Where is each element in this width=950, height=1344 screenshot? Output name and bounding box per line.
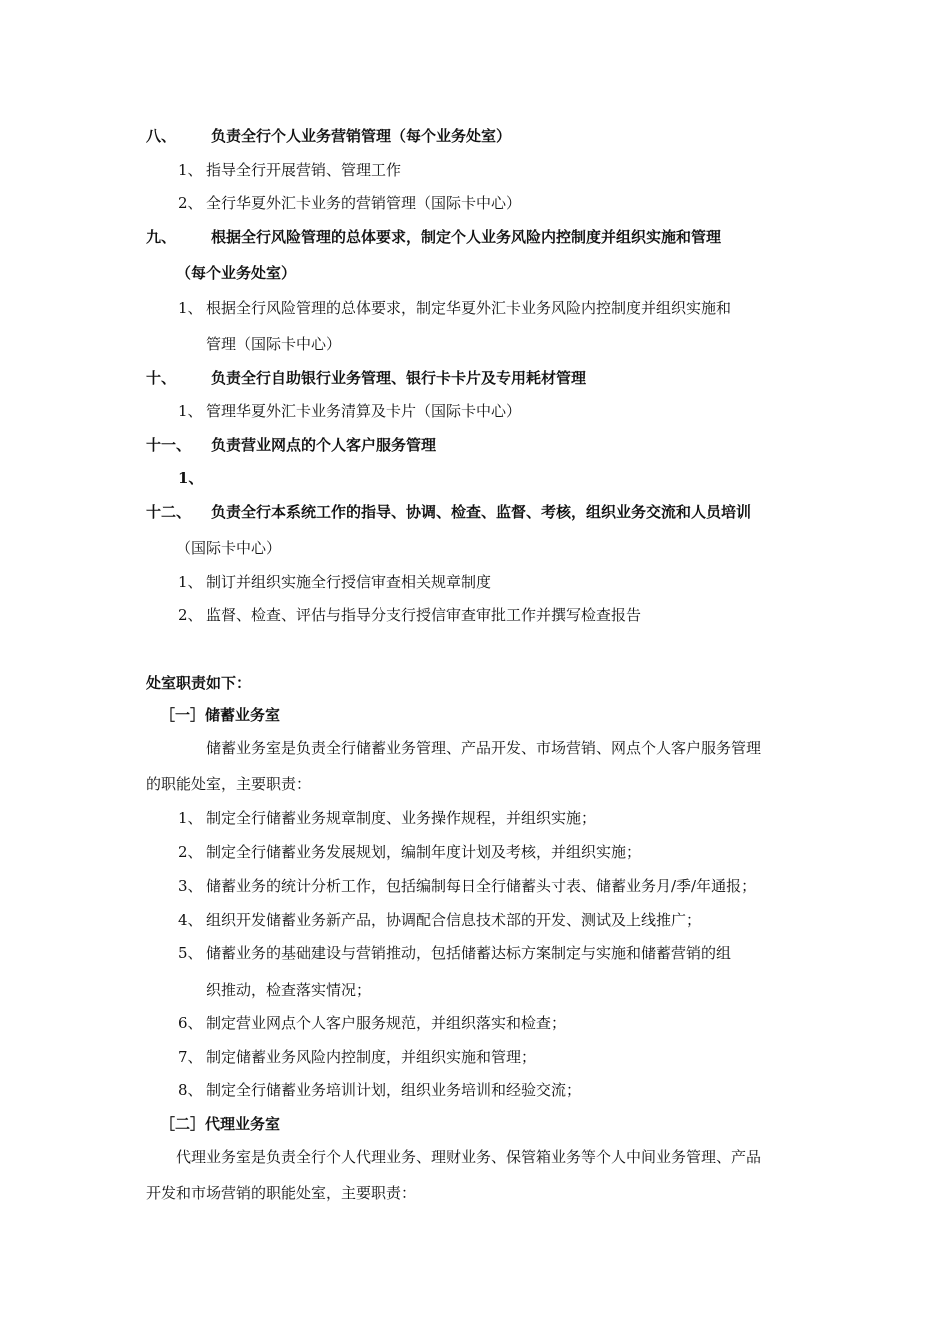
office-1-title: ［一］储蓄业务室 — [160, 706, 281, 724]
section-12-number: 十二、 — [146, 503, 192, 521]
item-text: 管理华夏外汇卡业务清算及卡片（国际卡中心） — [206, 402, 522, 420]
office-2-intro: 代理业务室是负责全行个人代理业务、理财业务、保管箱业务等个人中间业务管理、产品 — [176, 1148, 762, 1166]
item-number: 1、 — [178, 573, 203, 591]
item-number: 8、 — [178, 1081, 203, 1099]
section-9-number: 九、 — [146, 228, 177, 246]
item-text: 制定营业网点个人客户服务规范，并组织落实和检查； — [206, 1014, 567, 1032]
item-text: 制定全行储蓄业务发展规划，编制年度计划及考核，并组织实施； — [206, 843, 642, 861]
item-text: 制定储蓄业务风险内控制度，并组织实施和管理； — [206, 1048, 537, 1066]
section-9-title-cont: （每个业务处室） — [176, 264, 297, 282]
office-1-intro-cont: 的职能处室，主要职责： — [146, 775, 312, 793]
section-12-title-cont: （国际卡中心） — [176, 539, 282, 557]
section-10-title: 负责全行自助银行业务管理、银行卡卡片及专用耗材管理 — [211, 369, 587, 387]
item-text: 储蓄业务的统计分析工作，包括编制每日全行储蓄头寸表、储蓄业务月/季/年通报； — [206, 877, 757, 895]
office-1-intro: 储蓄业务室是负责全行储蓄业务管理、产品开发、市场营销、网点个人客户服务管理 — [206, 739, 762, 757]
section-9-title: 根据全行风险管理的总体要求，制定个人业务风险内控制度并组织实施和管理 — [211, 228, 722, 246]
offices-heading: 处室职责如下： — [146, 674, 252, 692]
office-2-title: ［二］代理业务室 — [160, 1115, 281, 1133]
office-2-intro-cont: 开发和市场营销的职能处室，主要职责： — [146, 1184, 417, 1202]
item-number: 2、 — [178, 843, 203, 861]
item-text: 组织开发储蓄业务新产品，协调配合信息技术部的开发、测试及上线推广； — [206, 911, 702, 929]
item-text: 全行华夏外汇卡业务的营销管理（国际卡中心） — [206, 194, 522, 212]
section-9-item-1-cont: 管理（国际卡中心） — [206, 335, 342, 353]
section-12-title: 负责全行本系统工作的指导、协调、检查、监督、考核，组织业务交流和人员培训 — [211, 503, 752, 521]
item-number: 1、 — [178, 809, 203, 827]
item-text: 储蓄业务的基础建设与营销推动，包括储蓄达标方案制定与实施和储蓄营销的组 — [206, 944, 732, 962]
item-number: 7、 — [178, 1048, 203, 1066]
item-number: 2、 — [178, 606, 203, 624]
item-text: 监督、检查、评估与指导分支行授信审查审批工作并撰写检查报告 — [206, 606, 642, 624]
item-number: 1、 — [178, 299, 203, 317]
item-number: 3、 — [178, 877, 203, 895]
item-text: 指导全行开展营销、管理工作 — [206, 161, 402, 179]
item-number: 2、 — [178, 194, 203, 212]
section-8-number: 八、 — [146, 127, 177, 145]
item-text: 根据全行风险管理的总体要求，制定华夏外汇卡业务风险内控制度并组织实施和 — [206, 299, 732, 317]
item-number: 1、 — [178, 469, 204, 487]
office-1-item-5-cont: 织推动，检查落实情况； — [206, 981, 372, 999]
item-number: 5、 — [178, 944, 203, 962]
section-8-title: 负责全行个人业务营销管理（每个业务处室） — [211, 127, 512, 145]
item-number: 1、 — [178, 402, 203, 420]
section-11-title: 负责营业网点的个人客户服务管理 — [211, 436, 437, 454]
item-number: 4、 — [178, 911, 203, 929]
item-number: 6、 — [178, 1014, 203, 1032]
item-number: 1、 — [178, 161, 203, 179]
item-text: 制定全行储蓄业务培训计划，组织业务培训和经验交流； — [206, 1081, 582, 1099]
section-10-number: 十、 — [146, 369, 177, 387]
item-text: 制订并组织实施全行授信审查相关规章制度 — [206, 573, 492, 591]
item-text: 制定全行储蓄业务规章制度、业务操作规程，并组织实施； — [206, 809, 597, 827]
section-11-number: 十一、 — [146, 436, 192, 454]
